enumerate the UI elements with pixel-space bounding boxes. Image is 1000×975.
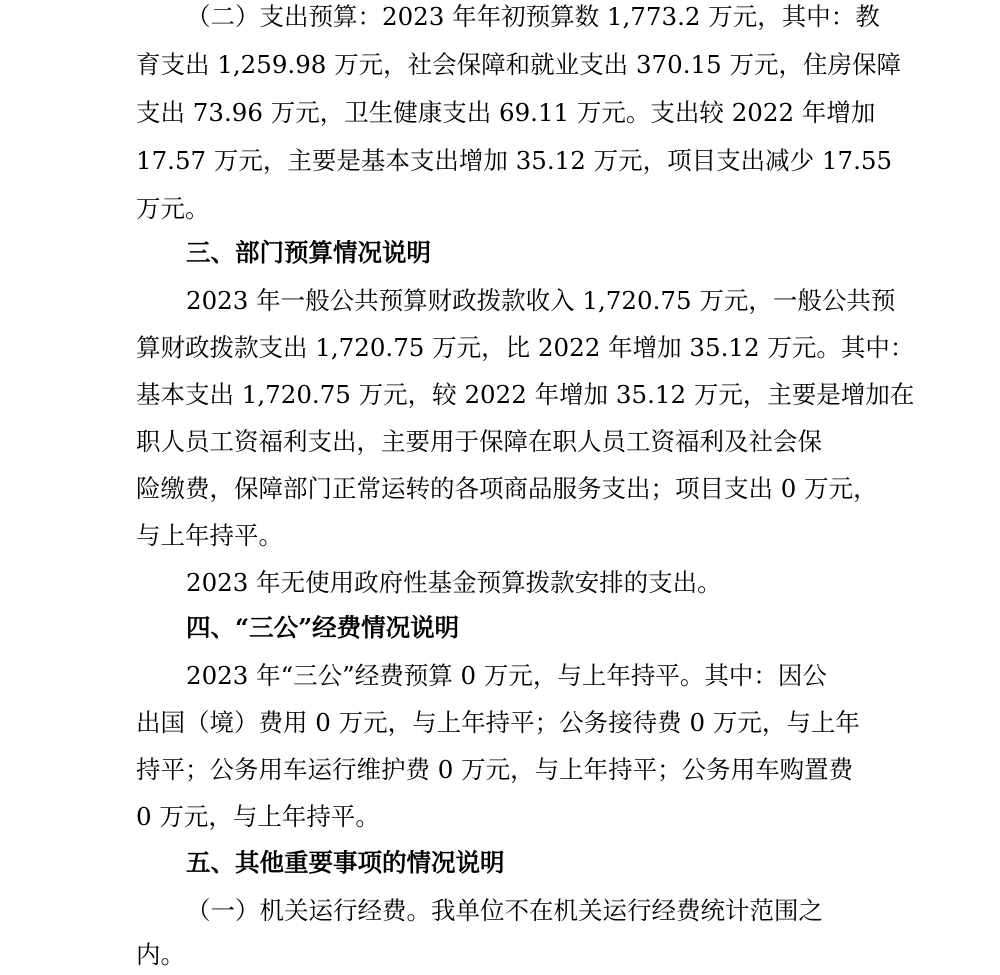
- text-line: 支出 73.96 万元，卫生健康支出 69.11 万元。支出较 2022 年增加: [136, 98, 876, 127]
- text-line: 持平；公务用车运行维护费 0 万元，与上年持平；公务用车购置费: [136, 755, 854, 784]
- text-line: 万元。: [136, 194, 210, 223]
- paragraph-fund-statement: 2023 年无使用政府性基金预算拨款安排的支出。: [186, 568, 722, 597]
- text-line: （二）支出预算：2023 年年初预算数 1,773.2 万元，其中：教: [186, 2, 880, 31]
- text-line: 基本支出 1,720.75 万元，较 2022 年增加 35.12 万元，主要是增加在: [136, 380, 915, 409]
- text-line: 17.57 万元，主要是基本支出增加 35.12 万元，项目支出减少 17.55: [136, 146, 893, 175]
- text-line: 险缴费，保障部门正常运转的各项商品服务支出；项目支出 0 万元，: [136, 474, 878, 503]
- text-line: 2023 年“三公”经费预算 0 万元，与上年持平。其中：因公: [186, 661, 827, 690]
- text-line: 2023 年一般公共预算财政拨款收入 1,720.75 万元，一般公共预: [186, 286, 896, 315]
- text-line: 0 万元，与上年持平。: [136, 802, 380, 831]
- text-line: 内。: [136, 940, 185, 969]
- text-line: 职人员工资福利支出，主要用于保障在职人员工资福利及社会保: [136, 427, 822, 456]
- section-heading: 三、部门预算情况说明: [186, 238, 431, 267]
- text-line: 出国（境）费用 0 万元，与上年持平；公务接待费 0 万元，与上年: [136, 708, 860, 737]
- text-line: 算财政拨款支出 1,720.75 万元，比 2022 年增加 35.12 万元。其中：: [136, 333, 915, 362]
- text-line: 育支出 1,259.98 万元，社会保障和就业支出 370.15 万元，住房保障: [136, 50, 901, 79]
- section-heading: 五、其他重要事项的情况说明: [186, 848, 505, 877]
- section-heading: 四、“三公”经费情况说明: [186, 613, 460, 642]
- text-line: （一）机关运行经费。我单位不在机关运行经费统计范围之: [186, 896, 823, 925]
- text-line: 与上年持平。: [136, 521, 283, 550]
